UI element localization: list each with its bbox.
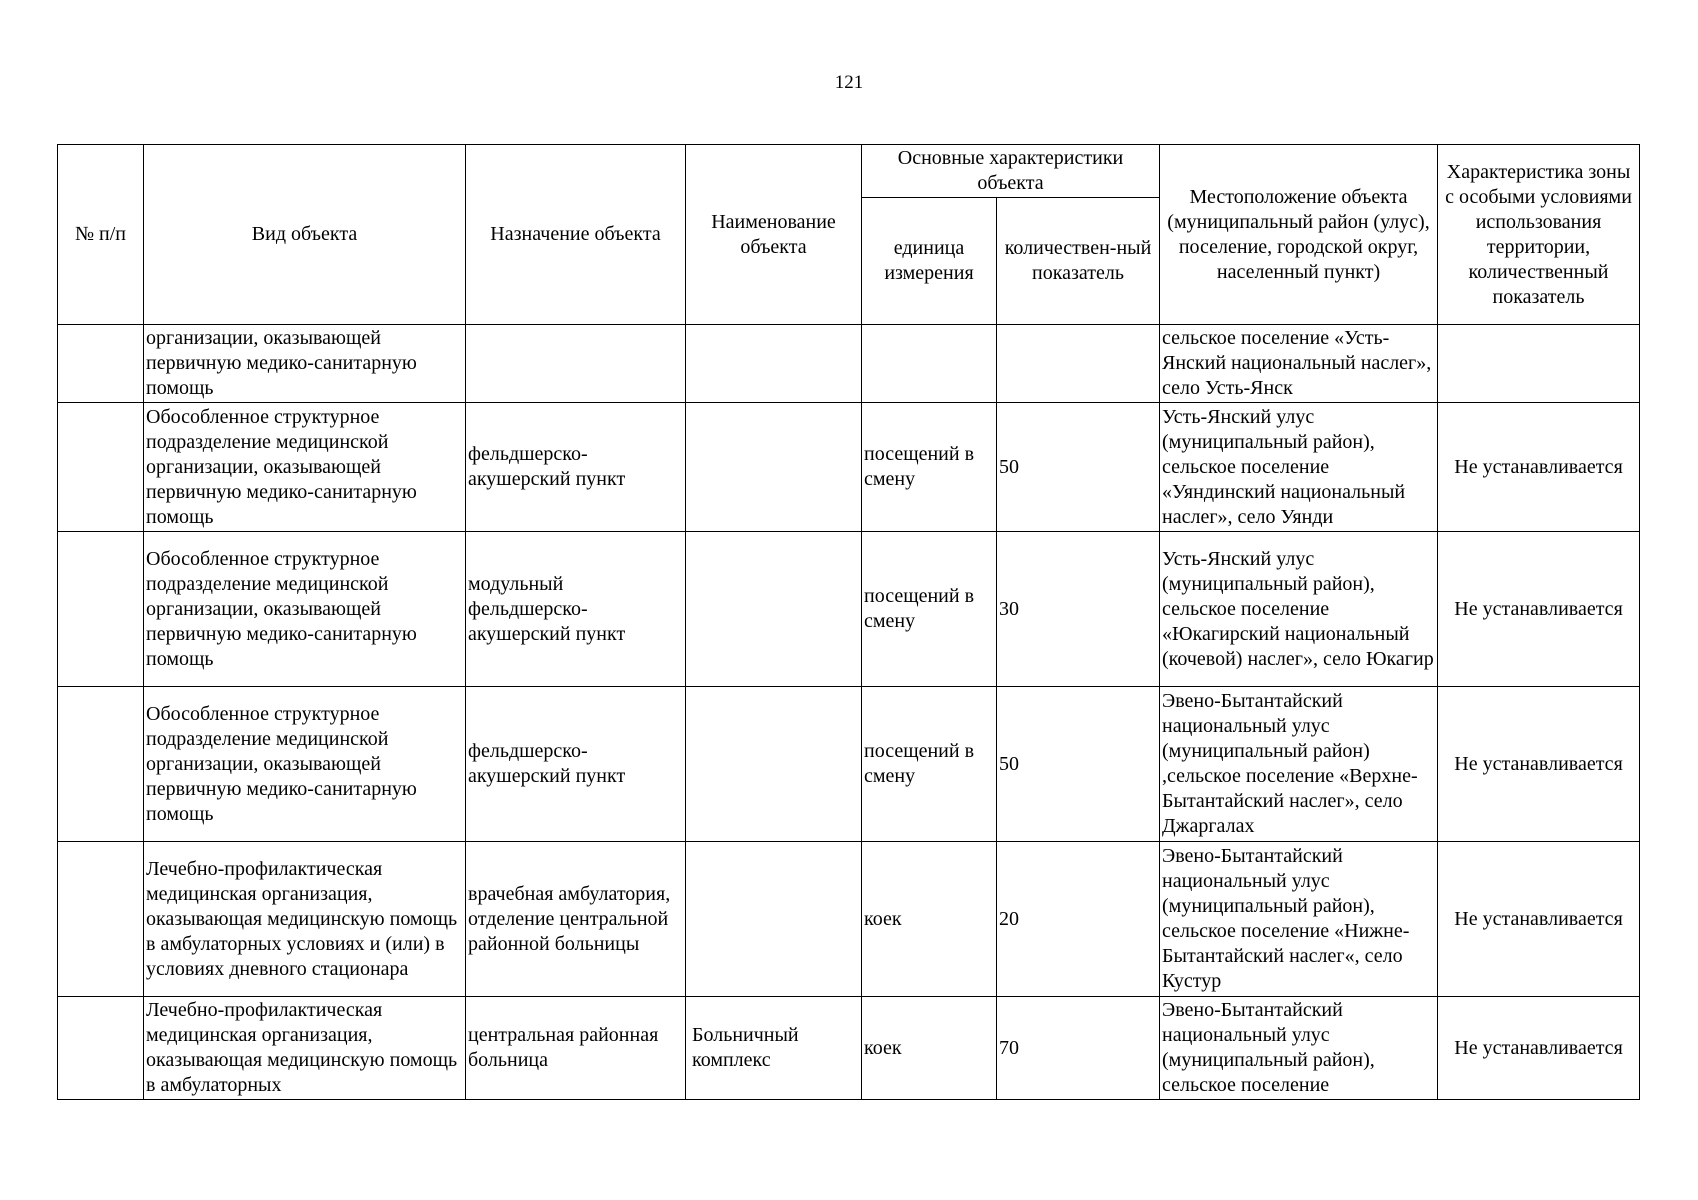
header-quantity: количествен-ный показатель — [997, 198, 1160, 325]
header-num: № п/п — [58, 145, 144, 325]
page-number: 121 — [834, 72, 864, 93]
cell-name — [686, 532, 862, 687]
cell-location: Усть-Янский улус (муниципальный район), сельское поселение «Уяндинский национальный наслег», село Уянди — [1160, 403, 1438, 532]
header-purpose: Назначение объекта — [466, 145, 686, 325]
cell-quantity: 50 — [997, 403, 1160, 532]
cell-zone: Не устанавливается — [1438, 532, 1640, 687]
cell-location: сельское поселение «Усть-Янский национальный наслег», село Усть-Янск — [1160, 325, 1438, 403]
cell-location: Эвено-Бытантайский национальный улус (муниципальный район), сельское поселение «Нижне-Бытантайский наслег«, село Кустур — [1160, 842, 1438, 997]
cell-quantity — [997, 325, 1160, 403]
table-row — [58, 325, 1640, 403]
table-row — [58, 403, 1640, 532]
cell-purpose — [466, 325, 686, 403]
cell-purpose: фельдшерско-акушерский пункт — [466, 687, 686, 842]
cell-location: Эвено-Бытантайский национальный улус (муниципальный район), сельское поселение — [1160, 997, 1438, 1100]
cell-kind: Обособленное структурное подразделение медицинской организации, оказывающей первичную медико-санитарную помощь — [144, 532, 466, 687]
cell-unit: коек — [862, 842, 997, 997]
cell-name — [686, 403, 862, 532]
cell-kind: Обособленное структурное подразделение медицинской организации, оказывающей первичную медико-санитарную помощь — [144, 687, 466, 842]
header-name: Наименование объекта — [686, 145, 862, 325]
cell-num — [58, 325, 144, 403]
cell-kind: Лечебно-профилактическая медицинская организация, оказывающая медицинскую помощь в амбулаторных условиях и (или) в условиях дневного стационара — [144, 842, 466, 997]
cell-unit: посещений в смену — [862, 403, 997, 532]
cell-zone: Не устанавливается — [1438, 403, 1640, 532]
table-body — [58, 325, 1640, 1100]
cell-zone — [1438, 325, 1640, 403]
cell-location: Эвено-Бытантайский национальный улус (муниципальный район) ,сельское поселение «Верхне-Бытантайский наслег», село Джаргалах — [1160, 687, 1438, 842]
cell-name: Больничный комплекс — [686, 997, 862, 1100]
cell-zone: Не устанавливается — [1438, 997, 1640, 1100]
cell-purpose: центральная районная больница — [466, 997, 686, 1100]
header-kind: Вид объекта — [144, 145, 466, 325]
cell-purpose: модульный фельдшерско-акушерский пункт — [466, 532, 686, 687]
cell-unit — [862, 325, 997, 403]
cell-num — [58, 532, 144, 687]
table-row — [58, 687, 1640, 842]
cell-zone: Не устанавливается — [1438, 842, 1640, 997]
cell-zone: Не устанавливается — [1438, 687, 1640, 842]
cell-num — [58, 403, 144, 532]
cell-quantity: 50 — [997, 687, 1160, 842]
cell-num — [58, 997, 144, 1100]
cell-name — [686, 687, 862, 842]
cell-unit: коек — [862, 997, 997, 1100]
header-unit: единица измерения — [862, 198, 997, 325]
objects-table — [57, 144, 1640, 1100]
table-row — [58, 842, 1640, 997]
cell-unit: посещений в смену — [862, 687, 997, 842]
header-location: Местоположение объекта (муниципальный район (улус), поселение, городской округ, населенный пункт) — [1160, 145, 1438, 325]
cell-kind: Обособленное структурное подразделение медицинской организации, оказывающей первичную медико-санитарную помощь — [144, 403, 466, 532]
cell-quantity: 70 — [997, 997, 1160, 1100]
header-characteristics: Основные характеристики объекта — [862, 145, 1160, 198]
table-header — [58, 145, 1640, 325]
cell-name — [686, 325, 862, 403]
cell-num — [58, 842, 144, 997]
cell-unit: посещений в смену — [862, 532, 997, 687]
cell-purpose: фельдшерско-акушерский пункт — [466, 403, 686, 532]
cell-kind: организации, оказывающей первичную медико-санитарную помощь — [144, 325, 466, 403]
table-row — [58, 997, 1640, 1100]
cell-kind: Лечебно-профилактическая медицинская организация, оказывающая медицинскую помощь в амбулаторных — [144, 997, 466, 1100]
cell-name — [686, 842, 862, 997]
table-row — [58, 532, 1640, 687]
cell-quantity: 30 — [997, 532, 1160, 687]
header-zone: Характеристика зоны с особыми условиями использования территории, количественный показатель — [1438, 145, 1640, 325]
cell-location: Усть-Янский улус (муниципальный район), сельское поселение «Юкагирский национальный (кочевой) наслег», село Юкагир — [1160, 532, 1438, 687]
cell-num — [58, 687, 144, 842]
cell-purpose: врачебная амбулатория, отделение центральной районной больницы — [466, 842, 686, 997]
cell-quantity: 20 — [997, 842, 1160, 997]
